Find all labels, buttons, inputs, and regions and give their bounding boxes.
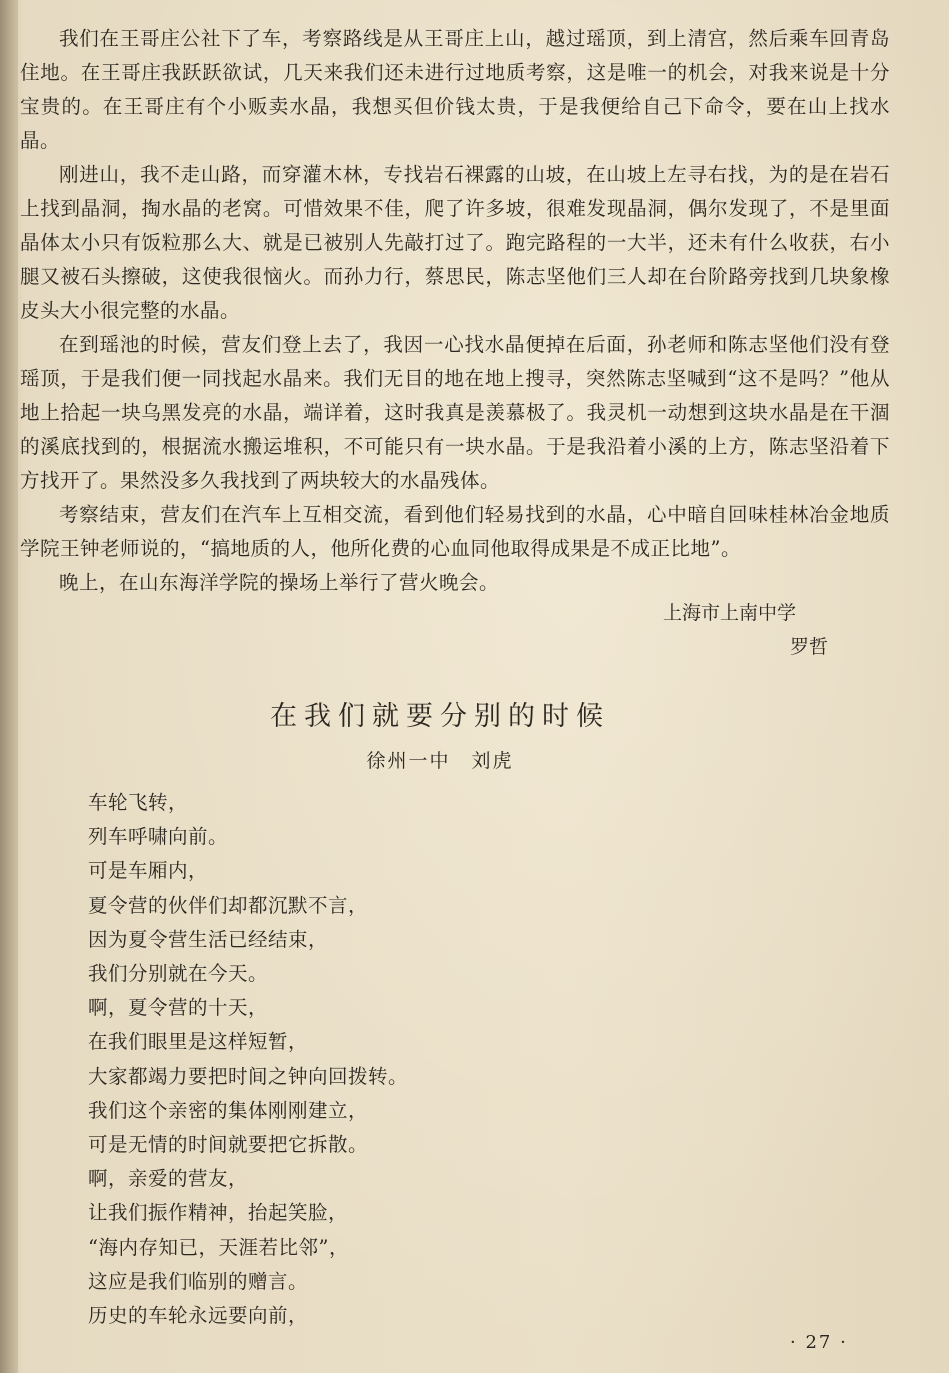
paragraph-4: 考察结束，营友们在汽车上互相交流，看到他们轻易找到的水晶，心中暗自回味桂林冶金地质学院王钟老师说的，“搞地质的人，他所化费的心血同他取得成果是不成正比地”。 [20, 503, 890, 560]
poem-line: “海内存知已，天涯若比邻”， [88, 1235, 349, 1259]
poem-byline: 徐州一中 刘虎 [366, 750, 514, 772]
article-body [20, 22, 890, 600]
poem-line: 列车呼啸向前。 [88, 825, 229, 849]
poem-line: 夏令营的伙伴们却都沉默不言， [88, 893, 369, 917]
poem-line: 让我们振作精神，抬起笑脸， [88, 1201, 349, 1225]
author-name: 罗哲 [790, 636, 829, 658]
poem-line: 车轮飞转， [88, 791, 189, 814]
paragraph-1: 我们在王哥庄公社下了车，考察路线是从王哥庄上山，越过瑶顶，到上清宫，然后乘车回青岛住地。在王哥庄我跃跃欲试，几天来我们还未进行过地质考察，这是唯一的机会，对我来说是十分宝贵的。在王哥庄有个小贩卖水晶，我想买但价钱太贵，于是我便给自己下命令，要在山上找水晶。 [20, 27, 890, 152]
poem-line: 可是车厢内， [88, 859, 209, 883]
paragraph-5: 晚上，在山东海洋学院的操场上举行了营火晚会。 [59, 571, 500, 594]
poem-line: 这应是我们临别的赠言。 [88, 1269, 309, 1293]
poem-line: 历史的车轮永远要向前， [88, 1304, 309, 1328]
poem-line: 我们分别就在今天。 [88, 962, 269, 986]
book-spine-shadow [0, 0, 18, 1373]
author-school: 上海市上南中学 [663, 602, 797, 624]
poem-line: 因为夏令营生活已经结束， [88, 927, 329, 951]
paragraph-3: 在到瑶池的时候，营友们登上去了，我因一心找水晶便掉在后面，孙老师和陈志坚他们没有登瑶顶，于是我们便一同找起水晶来。我们无目的地在地上搜寻，突然陈志坚喊到“这不是吗？”他从地上拾起一块乌黑发亮的水晶，端详着，这时我真是羡慕极了。我灵机一动想到这块水晶是在干涸的溪底找到的，根据流水搬运堆积，不可能只有一块水晶。于是我沿着小溪的上方，陈志坚沿着下方找开了。果然没多久我找到了两块较大的水晶残体。 [20, 333, 890, 492]
poem-title: 在我们就要分别的时候 [270, 701, 610, 732]
poem-line: 啊，亲爱的营友， [88, 1167, 249, 1191]
paragraph-2: 刚进山，我不走山路，而穿灌木林，专找岩石裸露的山坡，在山坡上左寻右找，为的是在岩石上找到晶洞，掏水晶的老窝。可惜效果不佳，爬了许多坡，很难发现晶洞，偶尔发现了，不是里面晶体太小只有饭粒那么大、就是已被别人先敲打过了。跑完路程的一大半，还未有什么收获，右小腿又被石头擦破，这使我很恼火。而孙力行，蔡思民，陈志坚他们三人却在台阶路旁找到几块象橡皮头大小很完整的水晶。 [20, 163, 890, 322]
poem-line: 可是无情的时间就要把它拆散。 [88, 1133, 369, 1157]
page-number: · 27 · [790, 1332, 848, 1353]
poem-line: 我们这个亲密的集体刚刚建立， [88, 1098, 369, 1122]
poem-body [88, 786, 408, 1333]
poem-line: 啊，夏令营的十天， [88, 996, 269, 1020]
poem-line: 大家都竭力要把时间之钟向回拨转。 [88, 1064, 409, 1088]
poem-line: 在我们眼里是这样短暂， [88, 1030, 309, 1054]
